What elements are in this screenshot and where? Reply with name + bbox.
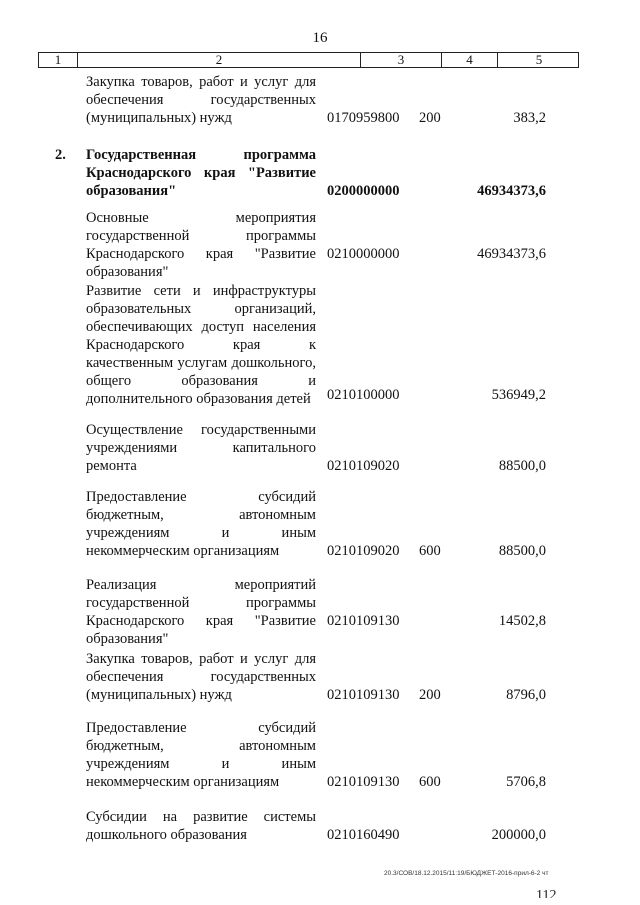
row-amount: 88500,0 <box>498 543 546 559</box>
row-description: Предоставление субсидий бюджетным, автономным учреждениям и иным некоммерческим организациям <box>86 720 316 790</box>
header-cell-4: 4 <box>442 53 498 67</box>
row-description: Основные мероприятия государственной программы Краснодарского края "Развитие образования" <box>86 210 316 280</box>
header-cell-5: 5 <box>535 52 543 67</box>
header-cell-2: 2 <box>78 53 361 67</box>
row-description: Государственная программа Краснодарского края "Развитие образования" <box>86 147 316 199</box>
row-expense-type: 600 <box>419 774 441 790</box>
row-description: Развитие сети и инфраструктуры образовательных организаций, обеспечивающих доступ населения Краснодарского края к качественным услугам дошкольного, общего образования и дополнительного образования детей <box>86 283 316 407</box>
row-description: Реализация мероприятий государственной программы Краснодарского края "Развитие образования" <box>86 577 316 647</box>
row-description: Осуществление государственными учреждениями капитального ремонта <box>86 422 316 474</box>
row-code: 0210109130 <box>327 774 400 790</box>
header-cell-1: 1 <box>39 53 78 67</box>
row-amount: 8796,0 <box>506 687 546 703</box>
header-cell-3: 3 <box>361 53 442 67</box>
row-amount: 200000,0 <box>491 827 546 843</box>
table-header-row <box>38 52 579 68</box>
row-code: 0210109130 <box>327 613 400 629</box>
row-amount: 46934373,6 <box>477 246 546 262</box>
row-code: 0210100000 <box>327 387 400 403</box>
row-description: Предоставление субсидий бюджетным, автономным учреждениям и иным некоммерческим организациям <box>86 489 316 559</box>
document-footer-code: 20.3/СОВ/18.12.2015/11:19/БЮДЖЕТ-2016-прил-6-2 чт <box>384 870 549 877</box>
row-description: Закупка товаров, работ и услуг для обеспечения государственных (муниципальных) нужд <box>86 74 316 126</box>
row-amount: 88500,0 <box>498 458 546 474</box>
row-code: 0210000000 <box>327 246 400 262</box>
row-code: 0200000000 <box>327 183 400 199</box>
row-code: 0210160490 <box>327 827 400 843</box>
corner-page-mark: 112 <box>536 888 557 898</box>
row-code: 0170959800 <box>327 110 400 126</box>
row-number: 2. <box>55 147 66 163</box>
page-number: 16 <box>312 30 328 46</box>
row-description: Субсидии на развитие системы дошкольного образования <box>86 809 316 843</box>
row-code: 0210109130 <box>327 687 400 703</box>
row-amount: 383,2 <box>513 110 546 126</box>
row-amount: 46934373,6 <box>477 183 546 199</box>
row-expense-type: 200 <box>419 110 441 126</box>
row-code: 0210109020 <box>327 458 400 474</box>
row-description: Закупка товаров, работ и услуг для обеспечения государственных (муниципальных) нужд <box>86 651 316 703</box>
row-amount: 536949,2 <box>491 387 546 403</box>
row-expense-type: 200 <box>419 687 441 703</box>
row-amount: 14502,8 <box>498 613 546 629</box>
row-amount: 5706,8 <box>506 774 546 790</box>
row-expense-type: 600 <box>419 543 441 559</box>
row-code: 0210109020 <box>327 543 400 559</box>
